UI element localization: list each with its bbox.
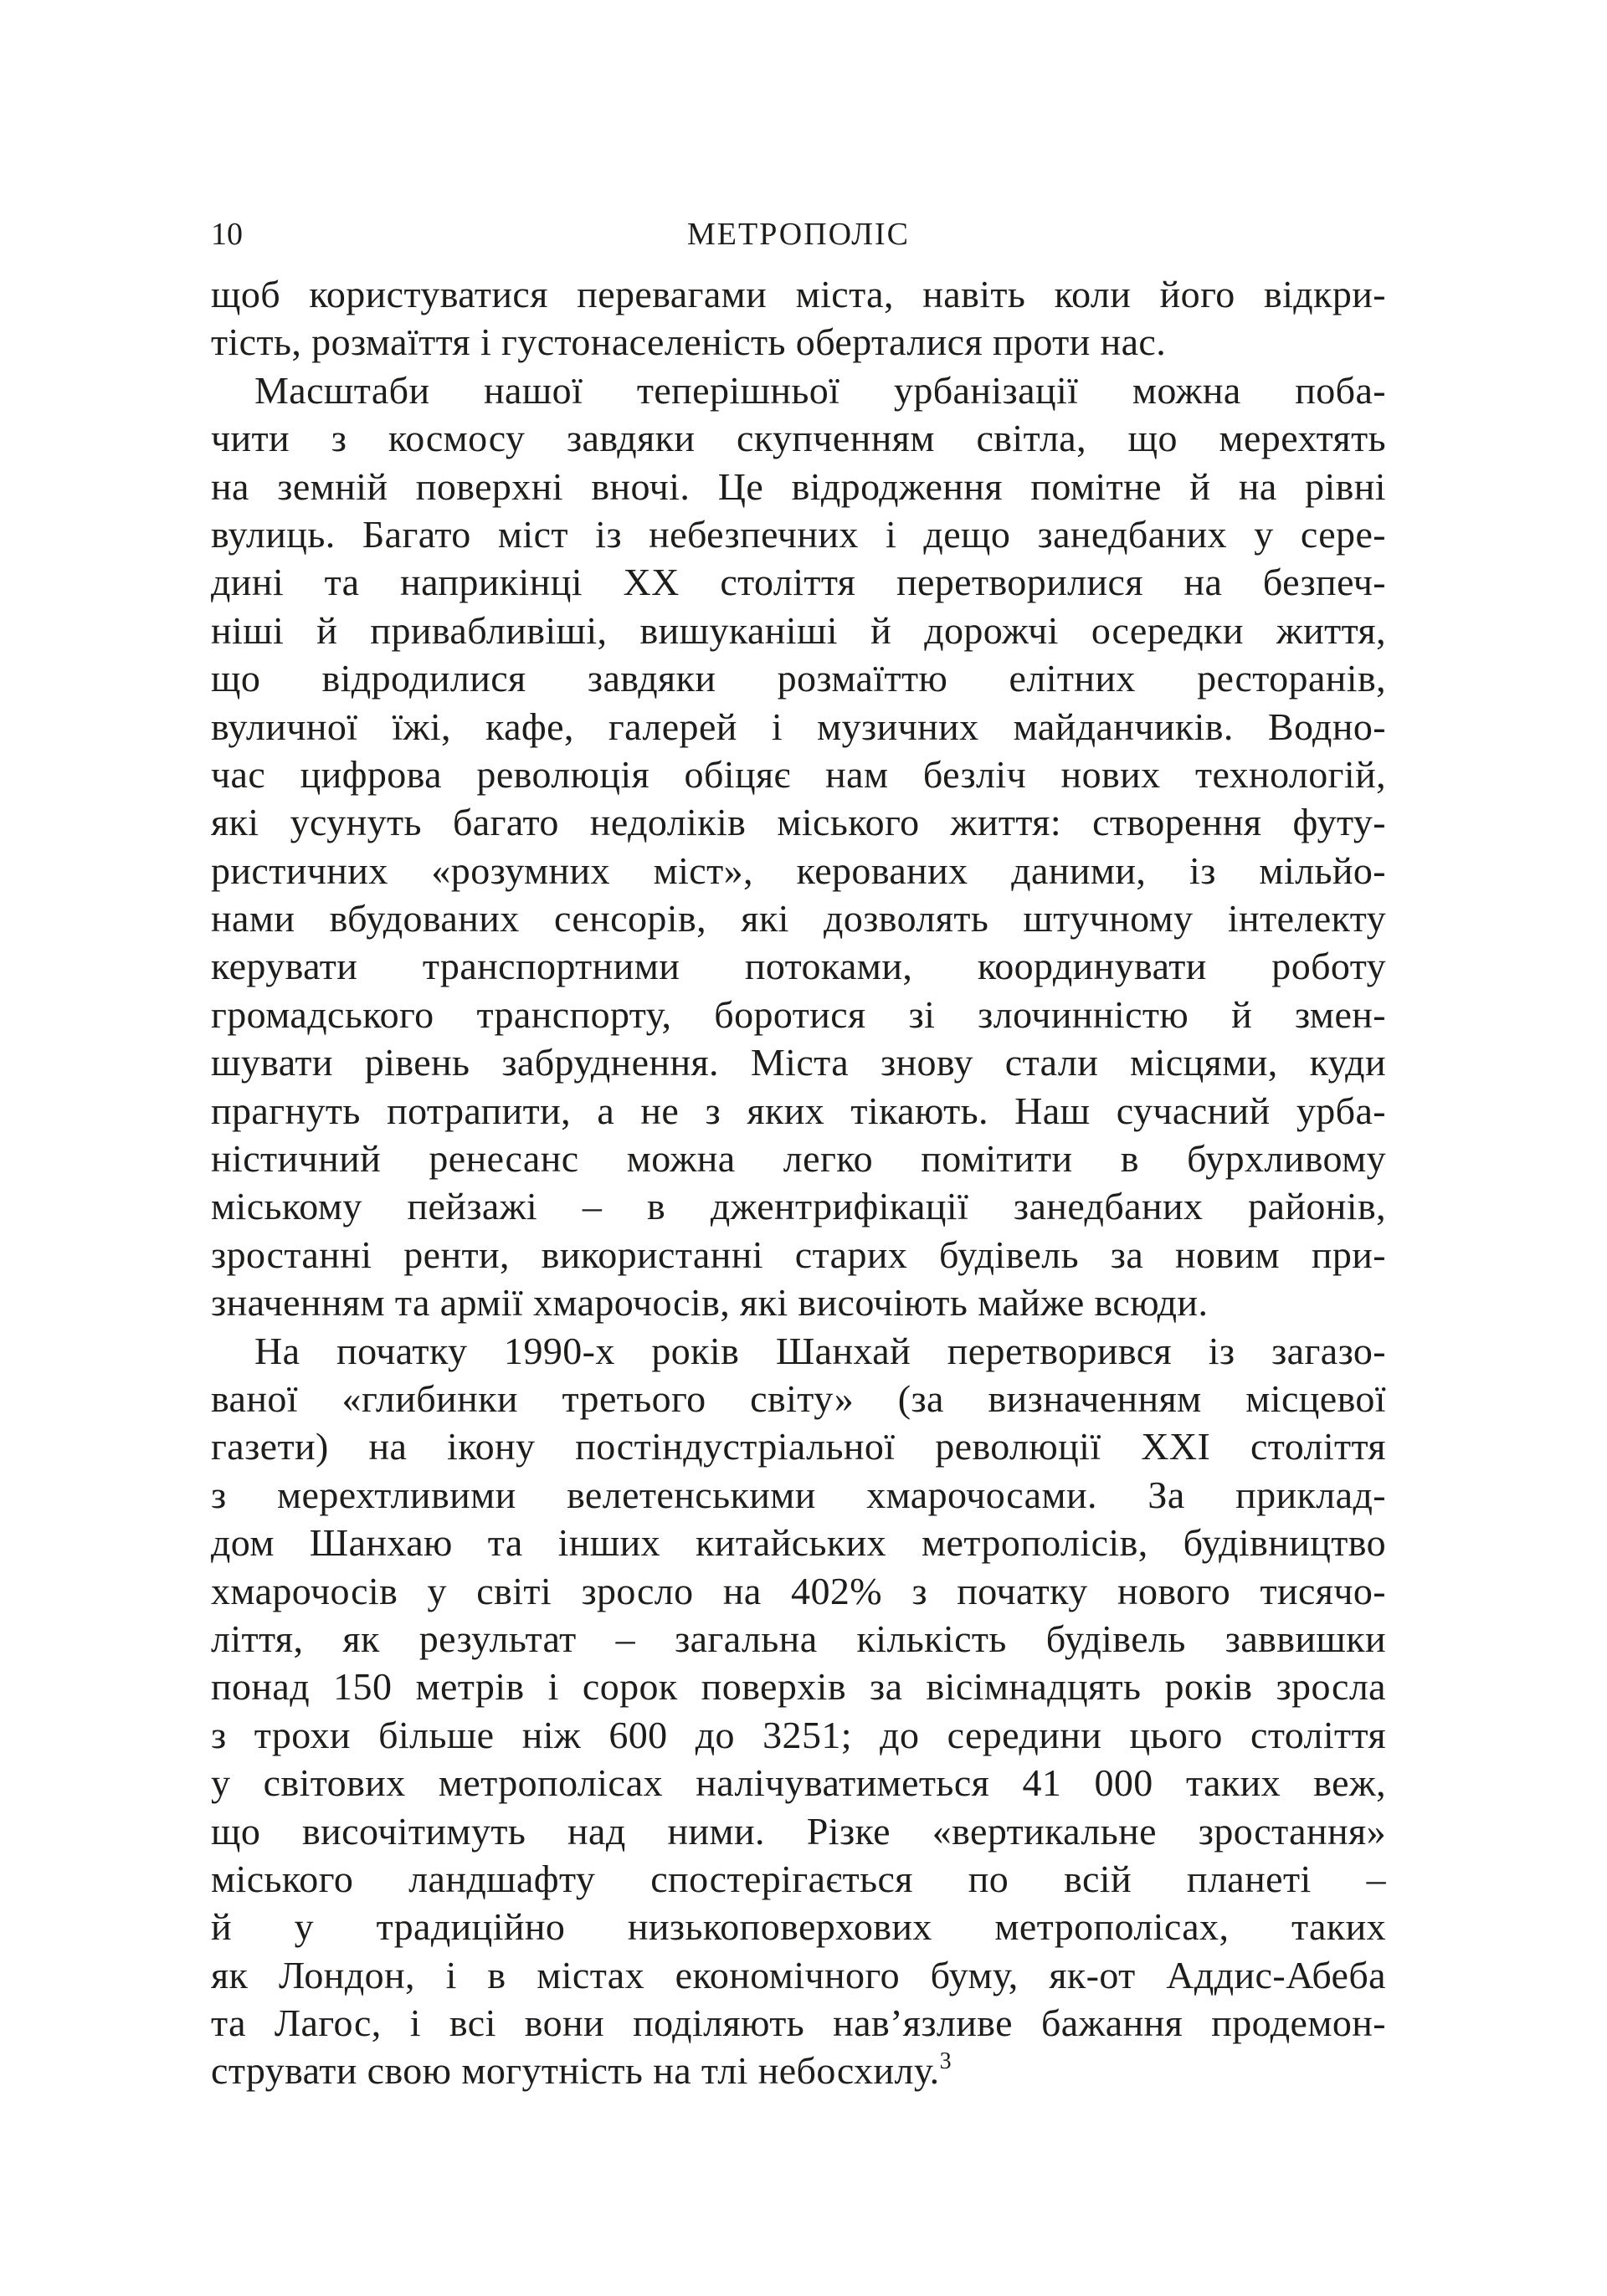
text-line: з мерехтливими велетенськими хмарочосами. За приклад- [211, 1473, 1386, 1516]
text-line: дині та наприкінці XX століття перетворилися на безпеч- [211, 561, 1386, 604]
text-line: як Лондон, і в містах економічного буму, як-от Аддис-Абеба [211, 1953, 1386, 1996]
paragraph-first-line: Масштаби нашої теперішньої урбанізації можна поба- [254, 368, 1386, 412]
text-line: що височітимуть над ними. Різке «вертикальне зростання» [211, 1809, 1386, 1853]
text-line: у світових метрополісах налічуватиметься 41 000 таких веж, [211, 1761, 1386, 1805]
text-line: шувати рівень забруднення. Міста знову стали місцями, куди [211, 1041, 1386, 1084]
text-line: міського ландшафту спостерігається по всій планеті – [211, 1857, 1386, 1900]
text-line: понад 150 метрів і сорок поверхів за вісімнадцять років зросла [211, 1665, 1386, 1709]
body-text [211, 270, 1386, 2095]
running-head [211, 209, 1386, 259]
text-line: значенням та армії хмарочосів, які височіють майже всюди. [211, 1281, 1209, 1325]
text-line: чити з космосу завдяки скупченням світла, що мерехтять [211, 417, 1386, 460]
running-title: МЕТРОПОЛІС [686, 217, 911, 252]
text-line: дом Шанхаю та інших китайських метрополісів, будівництво [211, 1521, 1386, 1565]
text-line: ваної «глибинки третього світу» (за визначенням місцевої [211, 1376, 1386, 1420]
text-line-content: струвати свою могутність на тлі небосхилу. [211, 2049, 940, 2093]
footnote-marker: 3 [939, 2048, 952, 2075]
text-line: газети) на ікону постіндустріальної революції XXI століття [211, 1425, 1386, 1468]
text-line: на земній поверхні вночі. Це відродження помітне й на рівні [211, 464, 1386, 508]
text-line: ністичний ренесанс можна легко помітити в бурхливому [211, 1137, 1386, 1181]
text-line [211, 2047, 1386, 2094]
text-line: з трохи більше ніж 600 до 3251; до середини цього століття [211, 1713, 1386, 1756]
page-number: 10 [211, 217, 243, 252]
text-line: прагнуть потрапити, а не з яких тікають. Наш сучасний урба- [211, 1089, 1386, 1132]
text-line: щоб користуватися перевагами міста, навіть коли його відкри- [211, 273, 1386, 315]
text-line: й у традиційно низькоповерхових метрополісах, таких [211, 1905, 1386, 1949]
text-line: міському пейзажі – в джентрифікації занедбаних районів, [211, 1185, 1386, 1228]
text-line: ніші й привабливіші, вишуканіші й дорожчі осередки життя, [211, 608, 1386, 652]
text-line: ристичних «розумних міст», керованих даними, із мільйо- [211, 848, 1386, 892]
paragraph-first-line: На початку 1990-х років Шанхай перетворився із загазо- [254, 1329, 1386, 1372]
text-line: тість, розмаїття і густонаселеність оберталися проти нас. [211, 320, 1167, 364]
text-line: що відродилися завдяки розмаїттю елітних ресторанів, [211, 657, 1386, 700]
text-line: хмарочосів у світі зросло на 402% з початку нового тисячо- [211, 1569, 1386, 1612]
text-line: громадського транспорту, боротися зі злочинністю й змен- [211, 992, 1386, 1036]
text-line: вулиць. Багато міст із небезпечних і дещо занедбаних у сере- [211, 512, 1386, 556]
text-line: зростанні ренти, використанні старих будівель за новим при- [211, 1233, 1386, 1276]
text-line: час цифрова революція обіцяє нам безліч нових технологій, [211, 752, 1386, 796]
text-line: які усунуть багато недоліків міського життя: створення футу- [211, 801, 1386, 844]
text-line: ліття, як результат – загальна кількість будівель заввишки [211, 1617, 1386, 1660]
text-line: керувати транспортними потоками, координувати роботу [211, 945, 1386, 988]
text-line: вуличної їжі, кафе, галерей і музичних майданчиків. Водно- [211, 705, 1386, 748]
text-line: нами вбудованих сенсорів, які дозволять штучному інтелекту [211, 897, 1386, 940]
text-line: та Лагос, і всі вони поділяють нав’язливе бажання продемон- [211, 2001, 1386, 2045]
